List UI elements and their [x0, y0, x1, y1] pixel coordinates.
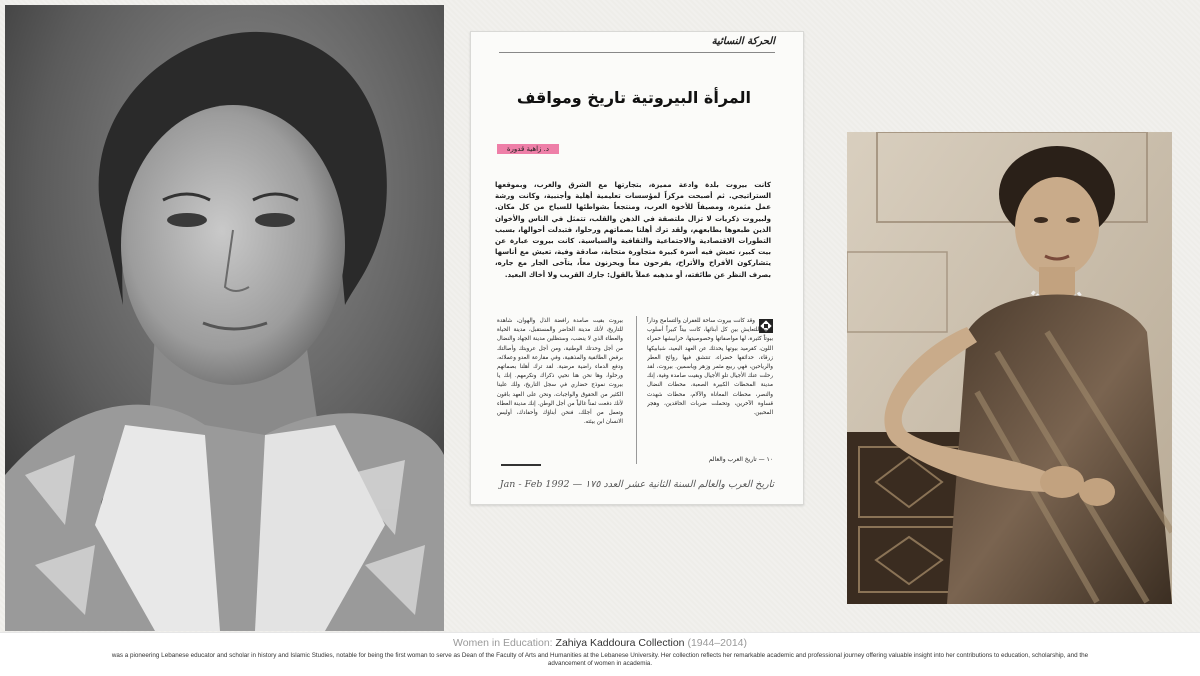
caption-description: was a pioneering Lebanese educator and scholar in history and Islamic Studies, notable for being the first woman to serve as Dean of the Faculty of Arts and Humanities at the Lebanese University. Her collection reflects her remarkable academic and professional journey offering valuable insight into her contributions to education, scholarship, and the advancement of women in academia.	[111, 652, 1089, 668]
clipping-intro-paragraph: كانت بيروت بلدة وادعة مميزة، بتجارتها مع الشرق والغرب، وبموقعها الستراتيجي. ثم أصبحت مركزاً لمؤسسات تعليمية أهلية وأجنبية، وكانت ورشة عمل مثمرة، ومصيفاً للأخوة العرب، ومنتجعاً بشواطئها للسياح من كل مكان. ولبيروت ذكريات لا تزال ملتصقة في الذهن والقلب، تتمثل في الناس والأخوان الذين طبعوها بطابعهم، ولقد ترك أهلنا بصماتهم ورحلوا، فتبدلت أحوالها، بسبب التطورات الاقتصادية والاجتماعية والثقافية والسياسية. كانت بيروت عبارة عن بيت كبير، تعيش فيه أسرة كبيرة متجاورة متحابة، صادقة وفية، تعيش مع أناسها يتشاركون الأفراح والأتراح، يفرحون معاً ويحزنون معاً، يتآخى الجار مع جاره، بصرف النظر عن طائفته، أو مذهبه عملاً بالقول: جارك القريب ولا أخاك البعيد.	[495, 181, 771, 279]
collection-dates: (1944–2014)	[687, 637, 748, 649]
clipping-author: د. زاهية قدورة	[497, 144, 559, 154]
clipping-headline: المرأة البيروتية تاريخ ومواقف	[516, 88, 751, 107]
clipping-column-right: وقد كانت بيروت ساحة للغفران والتسامح وداراً رحبة للتعايش بين كل أبنائها، كانت بيتاً كبيراً أسلوب بيوتاً كثيرة، لها مواصفاتها وخصوصيتها، خرابيشها حمراء اللون، كقرميد بيوتها يحدثك عن العهد البعيد، شبابيكها زرقاء، حدائقها خضراء، تنتشق فيها روائح العطر والرياحين، فهي ربيع مثمر وزهر وياسمين. بيروت، لقد رحلت عنك الأجيال تلو الأجيال وبقيت صامدة وفية، إنك مدينة المحطات الكبيرة الصعبة، محطات النضال والنصر، محطات المعاناة والآلام، محطات شهدت قساوة الآخرين، وتحملت ضربات الحاقدين، وهجر المحبين.	[647, 318, 773, 417]
portrait-illustration	[5, 5, 444, 631]
newspaper-clipping	[470, 31, 804, 505]
seated-portrait-illustration	[847, 132, 1172, 604]
collection-name: Zahiya Kaddoura Collection	[555, 637, 685, 649]
portrait-photo-left	[5, 5, 444, 631]
caption-prefix: Women in Education:	[452, 637, 553, 649]
caption-bar	[0, 632, 1200, 676]
column-divider	[636, 316, 637, 464]
handwritten-note: تاريخ العرب والعالم السنة الثانية عشر العدد ١٧٥ — Jan - Feb 1992	[499, 479, 775, 490]
clipping-column-left: بيروت بقيت صامدة رافضة الذل والهوان، شاهدة للتاريخ، لأنك مدينة الحاضر والمستقبل، مدينة الحياة والعطاء الذي لا ينضب، وستظلين مدينة الجهاد والنضال من أجل وحدتك الوطنية، ومن أجل عروبتك وأصالتك برفض الطائفية والمذهبية، وفي مقارعة العدو وعملائه، ودفع الدماء راضية مرضية. لقد ترك أهلنا بصماتهم ورحلوا، وها نحن هنا نحيي ذكراك ونكرمهم. إنك يا بيروت نموذج حضاري في سجل التاريخ، ولك علينا الكثير من الحقوق والواجبات، ونحن على العهد باقون لأنك دفعت ثمناً غالياً من أجل الوطن. إنك مدينة العطاء وتعمل من أجلك، فنحن أبناؤك وأحفادك، أوليس الانسان ابن بيئته.	[497, 318, 623, 426]
clipping-section-title: الحركة النسائية	[711, 36, 775, 47]
clipping-header	[499, 38, 775, 53]
caption-title	[0, 637, 1200, 649]
footer-rule	[501, 464, 541, 466]
clipping-footer: ١٠ — تاريخ العرب والعالم	[708, 456, 773, 463]
portrait-photo-right	[847, 132, 1172, 604]
